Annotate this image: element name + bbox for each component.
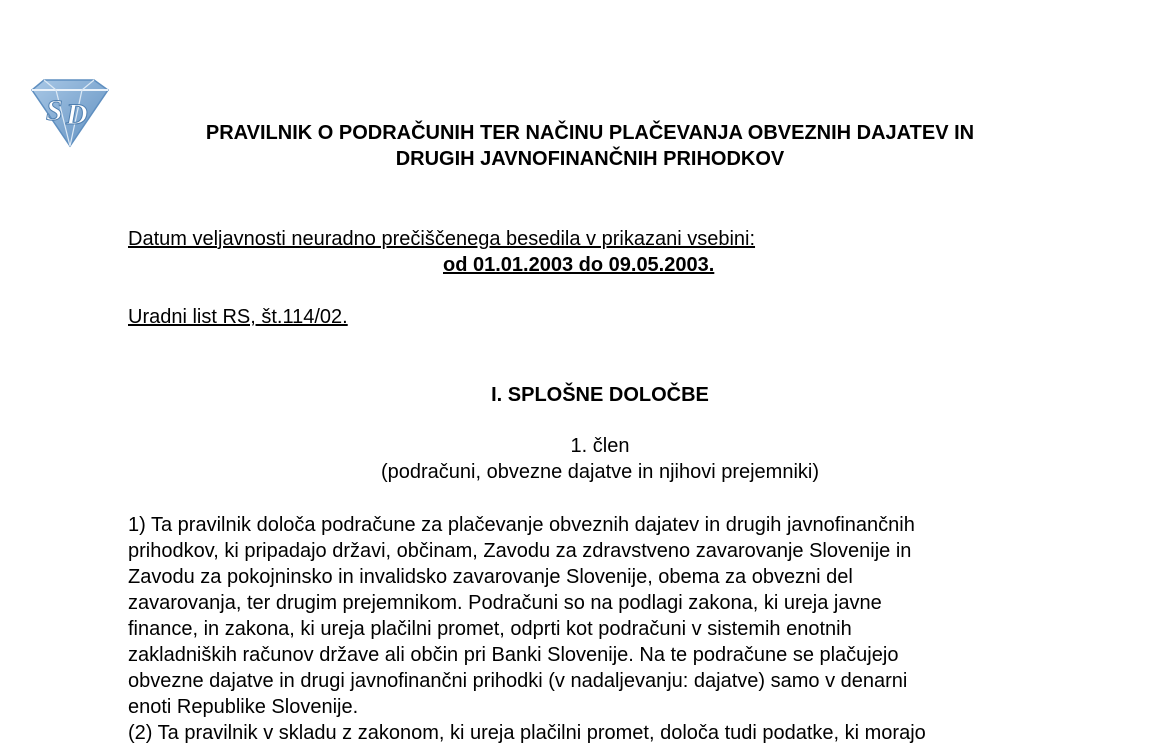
svg-text:S: S [46,94,63,127]
section-heading: I. SPLOŠNE DOLOČBE [491,384,709,406]
document-title-line-1: PRAVILNIK O PODRAČUNIH TER NAČINU PLAČEVANJA OBVEZNIH DAJATEV IN [205,122,975,144]
validity-range: od 01.01.2003 do 09.05.2003. [443,254,715,276]
body-line: prihodkov, ki pripadajo državi, občinam, Zavodu za zdravstveno zavarovanje Slovenije in [128,540,912,562]
article-body [128,512,1138,746]
body-line: enoti Republike Slovenije. [128,696,359,718]
body-line: (2) Ta pravilnik v skladu z zakonom, ki ureja plačilni promet, določa tudi podatke, ki morajo [128,722,926,744]
body-line: obvezne dajatve in drugi javnofinančni prihodki (v nadaljevanju: dajatve) samo v denarni [128,670,908,692]
gazette-reference: Uradni list RS, št.114/02. [128,306,348,328]
article-number: 1. člen [570,435,630,457]
body-line: zakladniških računov države ali občin pri Banki Slovenije. Na te podračune se plačujejo [128,644,899,666]
validity-label: Datum veljavnosti neuradno prečiščenega besedila v prikazani vsebini: [128,228,756,250]
document-title-line-2: DRUGIH JAVNOFINANČNIH PRIHODKOV [395,148,785,170]
article-subtitle: (podračuni, obvezne dajatve in njihovi prejemniki) [380,461,820,483]
body-line: 1) Ta pravilnik določa podračune za plačevanje obveznih dajatev in drugih javnofinančnih [128,514,915,536]
body-line: Zavodu za pokojninsko in invalidsko zavarovanje Slovenije, obema za obvezni del [128,566,853,588]
body-line: zavarovanja, ter drugim prejemnikom. Podračuni so na podlagi zakona, ki ureja javne [128,592,882,614]
svg-text:D: D [66,98,88,131]
document-title [0,120,1157,172]
body-line: finance, in zakona, ki ureja plačilni promet, odprti kot podračuni v sistemih enotnih [128,618,852,640]
